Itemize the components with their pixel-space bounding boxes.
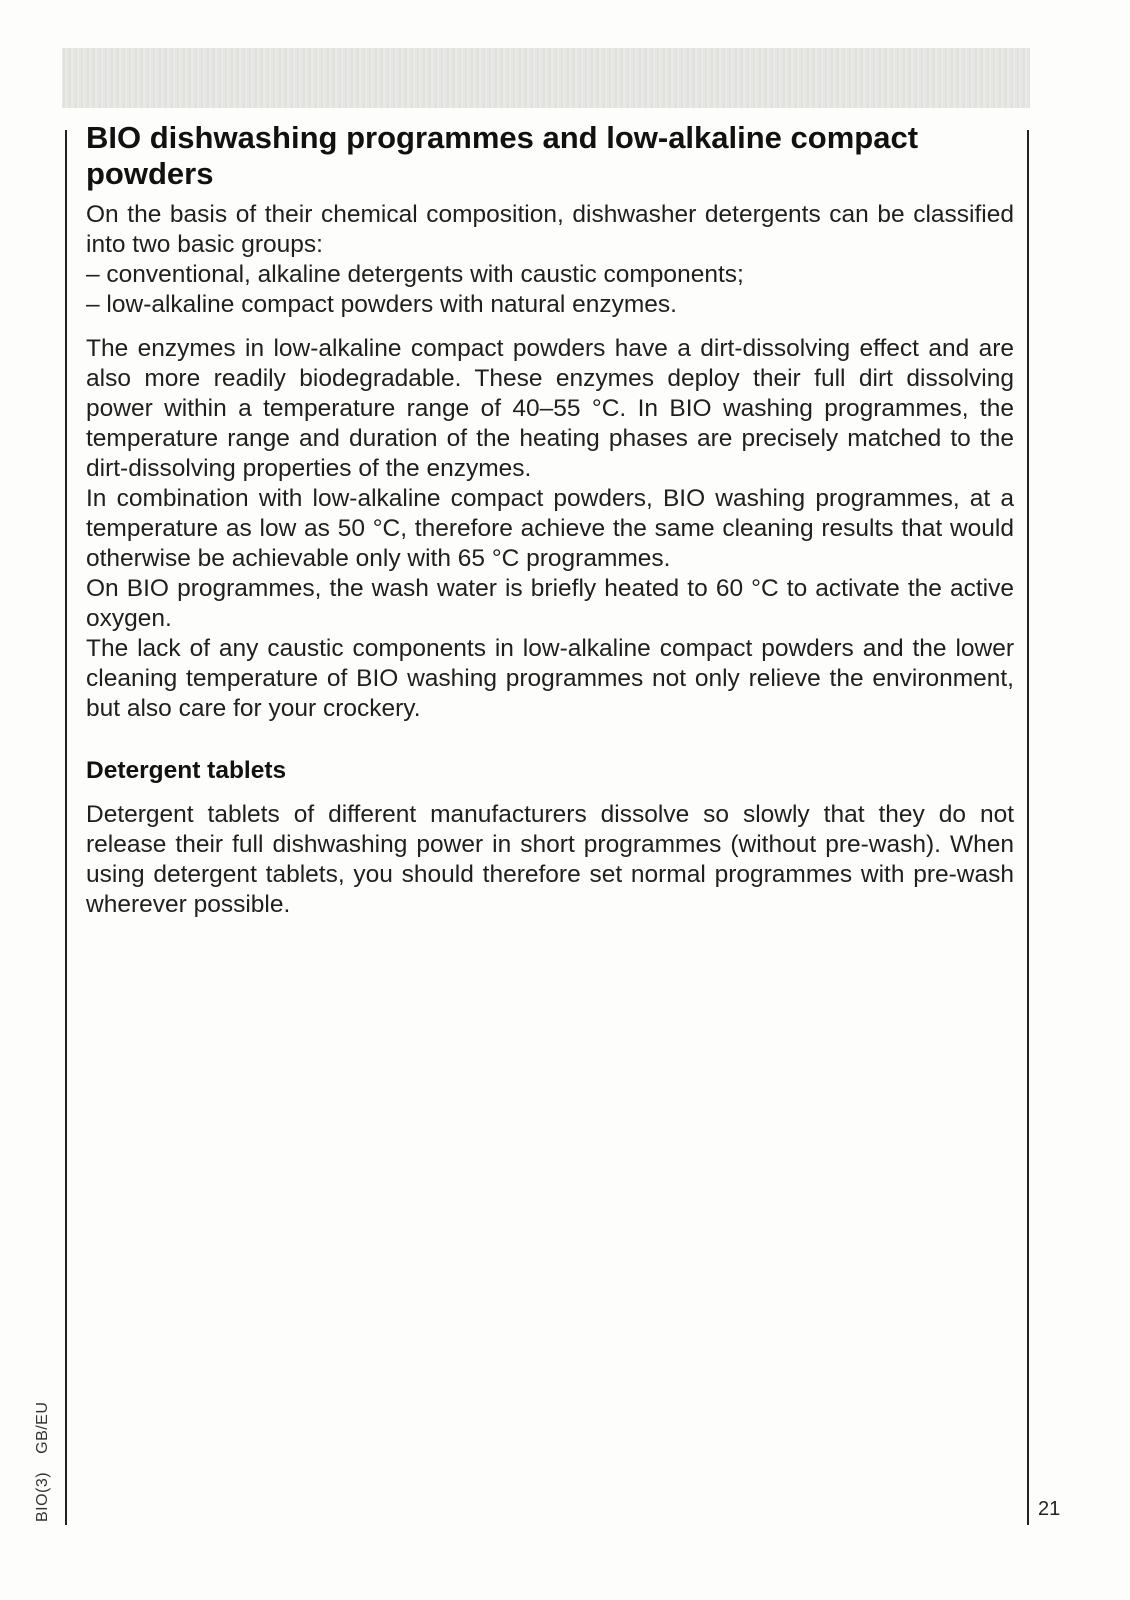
- enzymes-paragraph: The enzymes in low-alkaline compact powders have a dirt-dissolving effect and are also more readily biodegradable. These enzymes deploy their full dirt dissolving power within a temperature range of 40–55 °C. In BIO washing programmes, the temperature range and duration of the heating phases are precisely matched to the dirt-dissolving properties of the enzymes.: [86, 335, 1014, 482]
- document-code: [34, 1384, 52, 1522]
- region-label: GB/EU: [34, 1401, 51, 1454]
- combination-paragraph: In combination with low-alkaline compact powders, BIO washing programmes, at a temperature as low as 50 °C, therefore achieve the same cleaning results that would otherwise be achievable only with 65 °C programmes.: [86, 485, 1014, 572]
- left-margin-rule: [65, 130, 67, 1525]
- page-number: 21: [1038, 1498, 1061, 1520]
- page-title: BIO dishwashing programmes and low-alkaline compact powders: [86, 120, 919, 191]
- group-item-conventional: – conventional, alkaline detergents with caustic components;: [86, 261, 744, 288]
- detergent-tablets-paragraph: Detergent tablets of different manufacturers dissolve so slowly that they do not release their full dishwashing power in short programmes (without pre-wash). When using detergent tablets, you should therefore set normal programmes with pre-wash wherever possible.: [86, 801, 1014, 918]
- header-band: [62, 48, 1030, 108]
- page-content: [86, 120, 1014, 920]
- bio-heating-paragraph: On BIO programmes, the wash water is briefly heated to 60 °C to activate the active oxygen.: [86, 575, 1014, 632]
- group-item-low-alkaline: – low-alkaline compact powders with natural enzymes.: [86, 291, 677, 318]
- right-margin-rule: [1027, 130, 1029, 1525]
- environment-paragraph: The lack of any caustic components in low-alkaline compact powders and the lower cleaning temperature of BIO washing programmes not only relieve the environment, but also care for your crockery.: [86, 635, 1014, 722]
- doc-code-label: BIO(3): [34, 1471, 51, 1522]
- intro-paragraph: On the basis of their chemical composition, dishwasher detergents can be classified into two basic groups:: [86, 201, 1014, 258]
- detergent-tablets-heading: Detergent tablets: [86, 757, 287, 784]
